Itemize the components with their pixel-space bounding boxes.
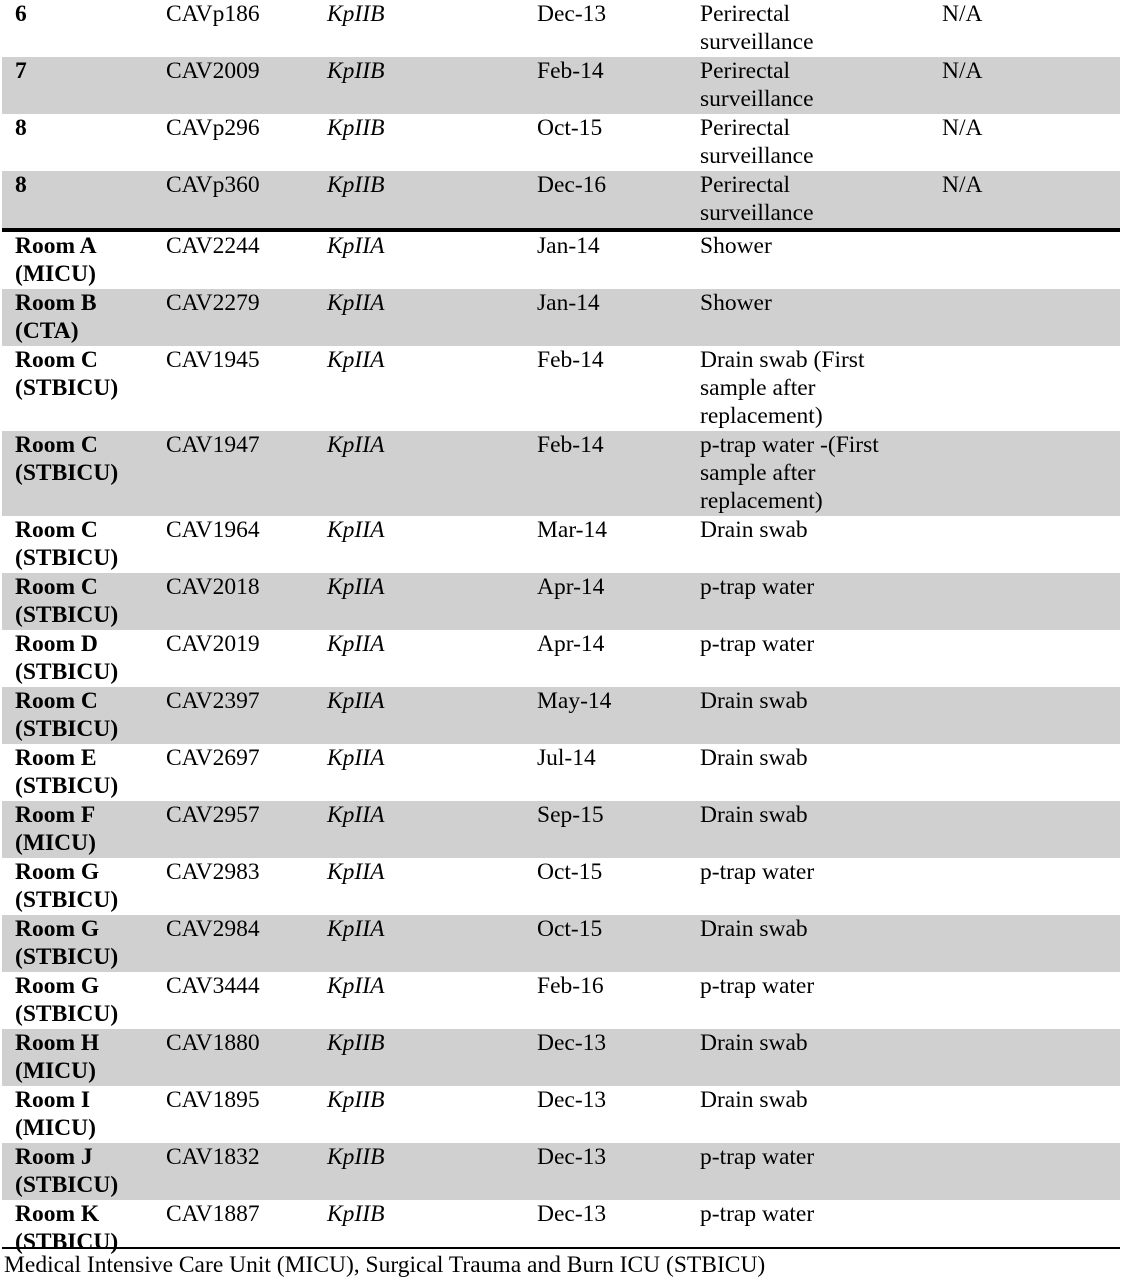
source-cell: p-trap water (700, 859, 815, 885)
isolate-id-cell: CAV2279 (166, 290, 260, 316)
clade-cell: KpIIA (327, 233, 385, 259)
location-cell: Room D (STBICU) (15, 631, 119, 685)
source-cell: Drain swab (First sample after replacement) (700, 347, 865, 429)
source-cell: Perirectal surveillance (700, 1, 814, 55)
table-row (2, 0, 1120, 57)
source-cell: p-trap water (700, 631, 815, 657)
clade-cell: KpIIA (327, 631, 385, 657)
extra-cell: N/A (942, 1, 983, 27)
extra-cell: N/A (942, 58, 983, 84)
clade-cell: KpIIA (327, 347, 385, 373)
table-row (2, 573, 1120, 630)
date-cell: Dec-13 (537, 1201, 607, 1227)
isolate-id-cell: CAV1880 (166, 1030, 260, 1056)
clade-cell: KpIIA (327, 859, 385, 885)
location-cell: Room A (MICU) (15, 233, 97, 287)
location-cell: 8 (15, 172, 27, 198)
location-cell: Room G (STBICU) (15, 859, 119, 913)
table-bottom-rule (2, 1247, 1120, 1249)
date-cell: Feb-14 (537, 432, 604, 458)
isolate-id-cell: CAV1895 (166, 1087, 260, 1113)
isolate-id-cell: CAV1832 (166, 1144, 260, 1170)
isolate-id-cell: CAV2019 (166, 631, 260, 657)
clade-cell: KpIIB (327, 1087, 385, 1113)
clade-cell: KpIIA (327, 916, 385, 942)
table-row (2, 114, 1120, 171)
source-cell: Perirectal surveillance (700, 115, 814, 169)
clade-cell: KpIIA (327, 802, 385, 828)
clade-cell: KpIIB (327, 115, 385, 141)
location-cell: Room C (STBICU) (15, 517, 119, 571)
table-row (2, 801, 1120, 858)
date-cell: Mar-14 (537, 517, 608, 543)
location-cell: Room B (CTA) (15, 290, 97, 344)
clade-cell: KpIIA (327, 745, 385, 771)
table-row (2, 228, 1120, 289)
clade-cell: KpIIA (327, 688, 385, 714)
table-row (2, 516, 1120, 573)
isolate-id-cell: CAV1947 (166, 432, 260, 458)
date-cell: Dec-13 (537, 1087, 607, 1113)
source-cell: p-trap water (700, 1144, 815, 1170)
isolate-id-cell: CAV2018 (166, 574, 260, 600)
table-row (2, 915, 1120, 972)
source-cell: Shower (700, 290, 772, 316)
isolate-id-cell: CAV2983 (166, 859, 260, 885)
isolate-table (2, 0, 1120, 1257)
source-cell: Perirectal surveillance (700, 172, 814, 226)
date-cell: Oct-15 (537, 115, 603, 141)
clade-cell: KpIIB (327, 1, 385, 27)
table-row (2, 57, 1120, 114)
source-cell: Drain swab (700, 802, 808, 828)
location-cell: Room J (STBICU) (15, 1144, 119, 1198)
date-cell: Sep-15 (537, 802, 604, 828)
location-cell: Room E (STBICU) (15, 745, 119, 799)
date-cell: May-14 (537, 688, 612, 714)
table-row (2, 858, 1120, 915)
location-cell: Room K (STBICU) (15, 1201, 119, 1255)
clade-cell: KpIIB (327, 172, 385, 198)
clade-cell: KpIIB (327, 1030, 385, 1056)
source-cell: Drain swab (700, 517, 808, 543)
table-row (2, 431, 1120, 516)
date-cell: Jan-14 (537, 233, 600, 259)
location-cell: Room F (MICU) (15, 802, 96, 856)
date-cell: Oct-15 (537, 859, 603, 885)
date-cell: Dec-13 (537, 1144, 607, 1170)
location-cell: Room C (STBICU) (15, 432, 119, 486)
isolate-id-cell: CAVp186 (166, 1, 260, 27)
date-cell: Apr-14 (537, 631, 605, 657)
location-cell: 8 (15, 115, 27, 141)
clade-cell: KpIIA (327, 432, 385, 458)
clade-cell: KpIIB (327, 1144, 385, 1170)
clade-cell: KpIIA (327, 290, 385, 316)
clade-cell: KpIIB (327, 1201, 385, 1227)
source-cell: p-trap water -(First sample after replacement) (700, 432, 879, 514)
table-row (2, 289, 1120, 346)
location-cell: Room C (STBICU) (15, 688, 119, 742)
table-row (2, 1086, 1120, 1143)
source-cell: Drain swab (700, 745, 808, 771)
table-row (2, 1029, 1120, 1086)
date-cell: Dec-13 (537, 1030, 607, 1056)
isolate-id-cell: CAV1945 (166, 347, 260, 373)
clade-cell: KpIIA (327, 574, 385, 600)
date-cell: Oct-15 (537, 916, 603, 942)
source-cell: p-trap water (700, 973, 815, 999)
location-cell: Room G (STBICU) (15, 973, 119, 1027)
isolate-id-cell: CAV2957 (166, 802, 260, 828)
isolate-id-cell: CAV2397 (166, 688, 260, 714)
date-cell: Dec-13 (537, 1, 607, 27)
source-cell: Drain swab (700, 688, 808, 714)
table-row (2, 171, 1120, 228)
source-cell: Drain swab (700, 1087, 808, 1113)
isolate-id-cell: CAV2009 (166, 58, 260, 84)
isolate-id-cell: CAV3444 (166, 973, 260, 999)
isolate-id-cell: CAVp360 (166, 172, 260, 198)
clade-cell: KpIIA (327, 973, 385, 999)
table-row (2, 687, 1120, 744)
isolate-id-cell: CAV1964 (166, 517, 260, 543)
source-cell: p-trap water (700, 574, 815, 600)
date-cell: Dec-16 (537, 172, 607, 198)
table-row (2, 1143, 1120, 1200)
isolate-id-cell: CAV1887 (166, 1201, 260, 1227)
table-row (2, 346, 1120, 431)
isolate-id-cell: CAV2697 (166, 745, 260, 771)
location-cell: 7 (15, 58, 27, 84)
location-cell: Room C (STBICU) (15, 347, 119, 401)
extra-cell: N/A (942, 115, 983, 141)
clade-cell: KpIIB (327, 58, 385, 84)
location-cell: 6 (15, 1, 27, 27)
isolate-id-cell: CAV2984 (166, 916, 260, 942)
date-cell: Feb-14 (537, 347, 604, 373)
table-row (2, 744, 1120, 801)
source-cell: Drain swab (700, 916, 808, 942)
clade-cell: KpIIA (327, 517, 385, 543)
location-cell: Room C (STBICU) (15, 574, 119, 628)
source-cell: p-trap water (700, 1201, 815, 1227)
source-cell: Shower (700, 233, 772, 259)
isolate-id-cell: CAVp296 (166, 115, 260, 141)
table-footnote: Medical Intensive Care Unit (MICU), Surgical Trauma and Burn ICU (STBICU) (4, 1252, 766, 1278)
location-cell: Room I (MICU) (15, 1087, 96, 1141)
isolate-id-cell: CAV2244 (166, 233, 260, 259)
extra-cell: N/A (942, 172, 983, 198)
date-cell: Jan-14 (537, 290, 600, 316)
date-cell: Feb-16 (537, 973, 604, 999)
table-row (2, 972, 1120, 1029)
date-cell: Jul-14 (537, 745, 596, 771)
location-cell: Room G (STBICU) (15, 916, 119, 970)
date-cell: Apr-14 (537, 574, 605, 600)
source-cell: Perirectal surveillance (700, 58, 814, 112)
table-row (2, 630, 1120, 687)
date-cell: Feb-14 (537, 58, 604, 84)
location-cell: Room H (MICU) (15, 1030, 100, 1084)
source-cell: Drain swab (700, 1030, 808, 1056)
